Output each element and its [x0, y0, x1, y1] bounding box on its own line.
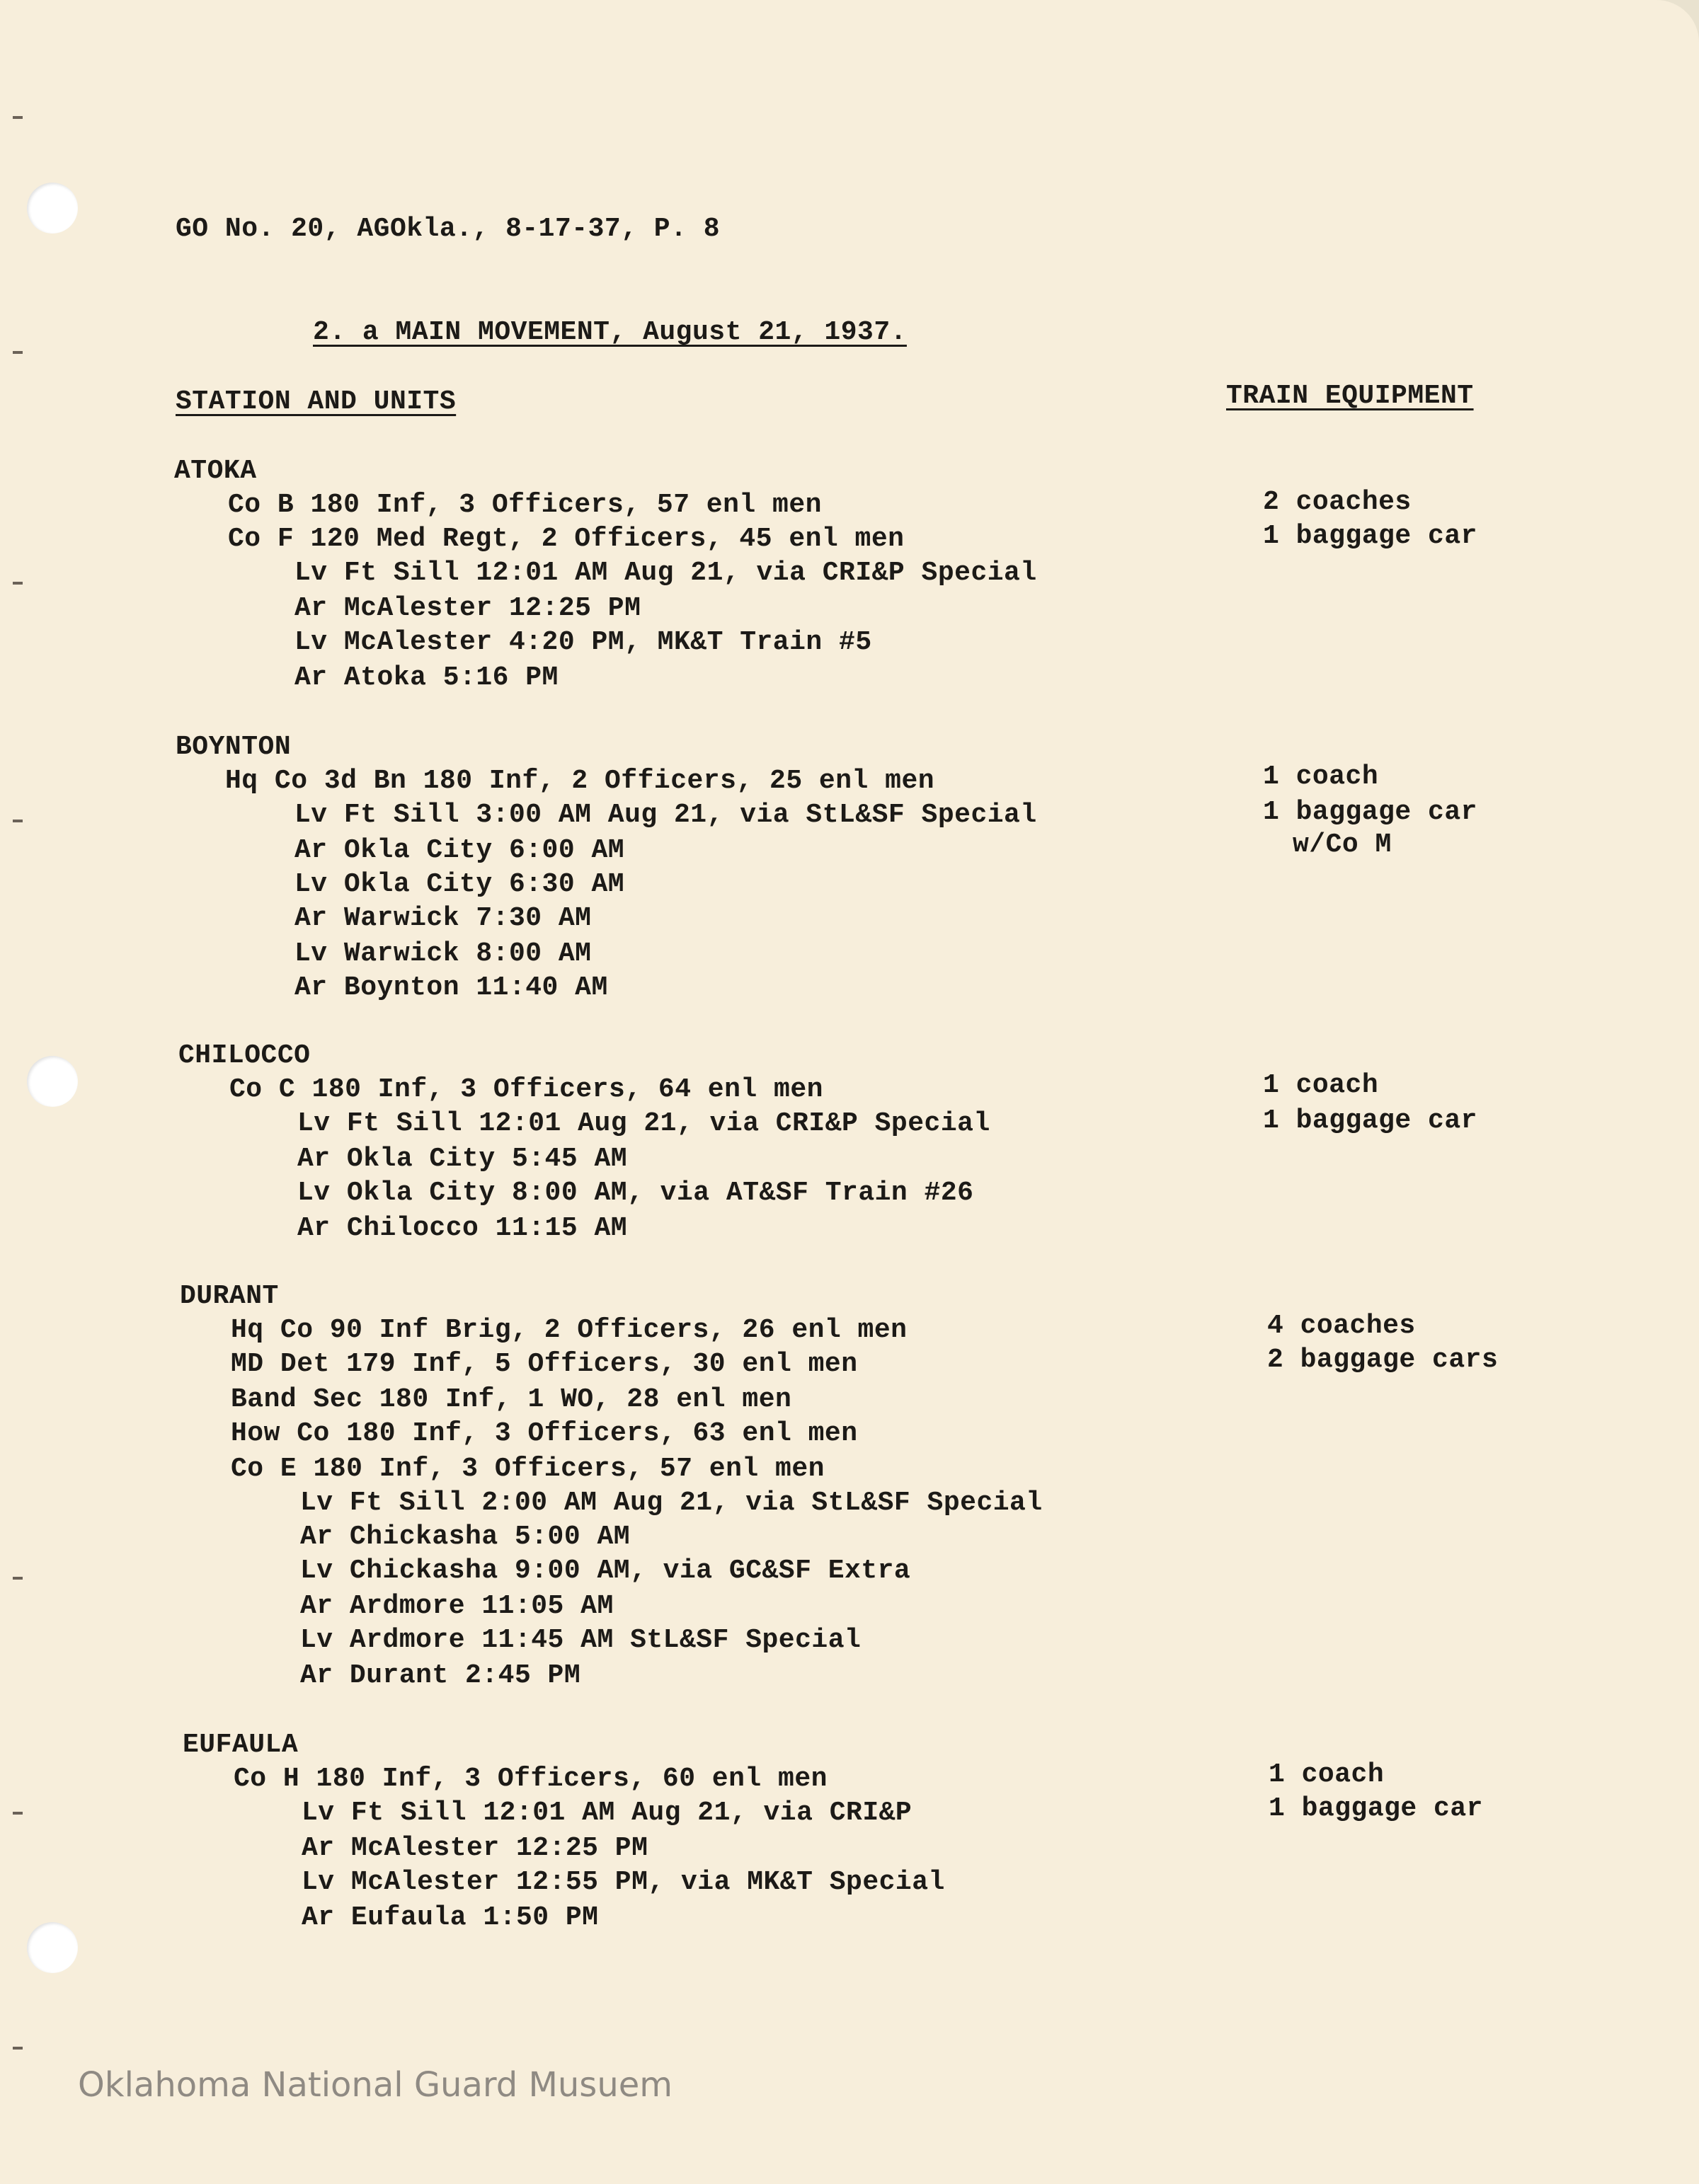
- schedule-line: Ar Boynton 11:40 AM: [294, 972, 608, 1003]
- equipment-line: 1 baggage car: [1269, 1793, 1483, 1824]
- museum-watermark: Oklahoma National Guard Musuem: [78, 2065, 673, 2105]
- unit-line: MD Det 179 Inf, 5 Officers, 30 enl men: [231, 1349, 858, 1379]
- equipment-line: 1 coach: [1263, 1070, 1379, 1100]
- equipment-line: 1 baggage car: [1263, 521, 1477, 551]
- station-name: BOYNTON: [176, 732, 292, 762]
- unit-line: Band Sec 180 Inf, 1 WO, 28 enl men: [231, 1384, 792, 1415]
- schedule-line: Lv Ft Sill 12:01 AM Aug 21, via CRI&P Special: [294, 558, 1037, 588]
- schedule-line: Lv Warwick 8:00 AM: [294, 938, 592, 969]
- unit-line: Co E 180 Inf, 3 Officers, 57 enl men: [231, 1454, 825, 1484]
- unit-line: Co C 180 Inf, 3 Officers, 64 enl men: [229, 1074, 823, 1105]
- station-name: EUFAULA: [183, 1730, 299, 1760]
- schedule-line: Lv Ardmore 11:45 AM StL&SF Special: [300, 1625, 862, 1655]
- equipment-line: 1 coach: [1269, 1759, 1385, 1790]
- schedule-line: Lv McAlester 12:55 PM, via MK&T Special: [302, 1867, 945, 1897]
- schedule-line: Lv Okla City 6:30 AM: [294, 869, 625, 900]
- schedule-line: Ar Atoka 5:16 PM: [294, 662, 559, 693]
- schedule-line: Ar McAlester 12:25 PM: [302, 1833, 648, 1863]
- edge-mark: [13, 2047, 23, 2050]
- unit-line: Co F 120 Med Regt, 2 Officers, 45 enl men: [228, 524, 905, 554]
- schedule-line: Ar Chickasha 5:00 AM: [300, 1522, 631, 1552]
- equipment-line: 1 coach: [1263, 761, 1379, 792]
- edge-mark: [13, 582, 23, 585]
- schedule-line: Lv McAlester 4:20 PM, MK&T Train #5: [294, 627, 872, 657]
- unit-line: How Co 180 Inf, 3 Officers, 63 enl men: [231, 1418, 858, 1449]
- unit-line: Co B 180 Inf, 3 Officers, 57 enl men: [228, 490, 822, 520]
- schedule-line: Lv Ft Sill 12:01 Aug 21, via CRI&P Special: [297, 1108, 990, 1139]
- section-title: 2. a MAIN MOVEMENT, August 21, 1937.: [313, 317, 907, 347]
- column-header-station: STATION AND UNITS: [176, 386, 457, 417]
- page-header: GO No. 20, AGOkla., 8-17-37, P. 8: [176, 214, 721, 244]
- schedule-line: Lv Ft Sill 12:01 AM Aug 21, via CRI&P: [302, 1798, 913, 1828]
- station-name: CHILOCCO: [178, 1040, 311, 1071]
- punch-hole: [27, 183, 78, 234]
- punch-hole: [27, 1056, 78, 1107]
- unit-line: Hq Co 90 Inf Brig, 2 Officers, 26 enl men: [231, 1315, 908, 1345]
- station-name: ATOKA: [174, 456, 257, 486]
- schedule-line: Lv Okla City 8:00 AM, via AT&SF Train #26: [297, 1178, 974, 1208]
- edge-mark: [13, 820, 23, 822]
- schedule-line: Ar Durant 2:45 PM: [300, 1660, 581, 1691]
- equipment-line: 1 baggage car: [1263, 1105, 1477, 1136]
- schedule-line: Ar Ardmore 11:05 AM: [300, 1591, 614, 1621]
- equipment-line: 2 baggage cars: [1267, 1345, 1499, 1375]
- schedule-line: Ar Eufaula 1:50 PM: [302, 1902, 599, 1933]
- schedule-line: Ar Chilocco 11:15 AM: [297, 1213, 628, 1243]
- schedule-line: Ar Warwick 7:30 AM: [294, 903, 592, 933]
- equipment-line: 4 coaches: [1267, 1311, 1416, 1341]
- edge-mark: [13, 351, 23, 354]
- equipment-line: 2 coaches: [1263, 487, 1412, 517]
- schedule-line: Lv Chickasha 9:00 AM, via GC&SF Extra: [300, 1556, 911, 1586]
- column-header-equipment: TRAIN EQUIPMENT: [1226, 381, 1474, 411]
- edge-mark: [13, 1577, 23, 1580]
- schedule-line: Ar McAlester 12:25 PM: [294, 593, 641, 623]
- equipment-line: 1 baggage car: [1263, 797, 1477, 827]
- edge-mark: [13, 116, 23, 119]
- schedule-line: Lv Ft Sill 2:00 AM Aug 21, via StL&SF Special: [300, 1488, 1043, 1518]
- station-name: DURANT: [180, 1281, 279, 1311]
- unit-line: Co H 180 Inf, 3 Officers, 60 enl men: [234, 1764, 828, 1794]
- unit-line: Hq Co 3d Bn 180 Inf, 2 Officers, 25 enl men: [225, 766, 935, 796]
- punch-hole: [27, 1922, 78, 1973]
- schedule-line: Ar Okla City 5:45 AM: [297, 1144, 628, 1174]
- edge-mark: [13, 1812, 23, 1815]
- equipment-note: w/Co M: [1293, 829, 1392, 860]
- schedule-line: Ar Okla City 6:00 AM: [294, 835, 625, 866]
- schedule-line: Lv Ft Sill 3:00 AM Aug 21, via StL&SF Special: [294, 800, 1037, 830]
